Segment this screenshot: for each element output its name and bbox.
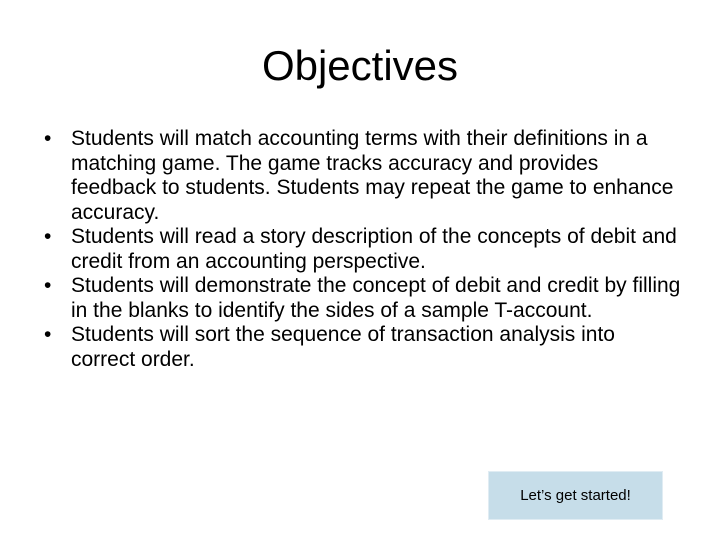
bullet-icon: •: [44, 323, 52, 346]
get-started-button[interactable]: [488, 471, 663, 520]
objective-text-4: Students will sort the sequence of transaction analysis into correct order.: [71, 323, 615, 371]
get-started-label: Let’s get started!: [520, 487, 631, 504]
bullet-icon: •: [44, 225, 52, 248]
objective-item-4: [38, 323, 684, 372]
bullet-icon: •: [44, 127, 52, 150]
objectives-list: [38, 127, 684, 372]
objective-text-1: Students will match accounting terms with their definitions in a matching game. The game tracks accuracy and provides feedback to students. Students may repeat the game to enhance accuracy.: [71, 127, 674, 224]
objective-item-3: [38, 274, 684, 323]
slide-title: Objectives: [261, 42, 459, 89]
objective-item-1: [38, 127, 684, 225]
bullet-icon: •: [44, 274, 52, 297]
objective-text-3: Students will demonstrate the concept of debit and credit by filling in the blanks to identify the sides of a sample T-account.: [71, 274, 681, 322]
objective-text-2: Students will read a story description of the concepts of debit and credit from an accounting perspective.: [71, 225, 677, 273]
objective-item-2: [38, 225, 684, 274]
